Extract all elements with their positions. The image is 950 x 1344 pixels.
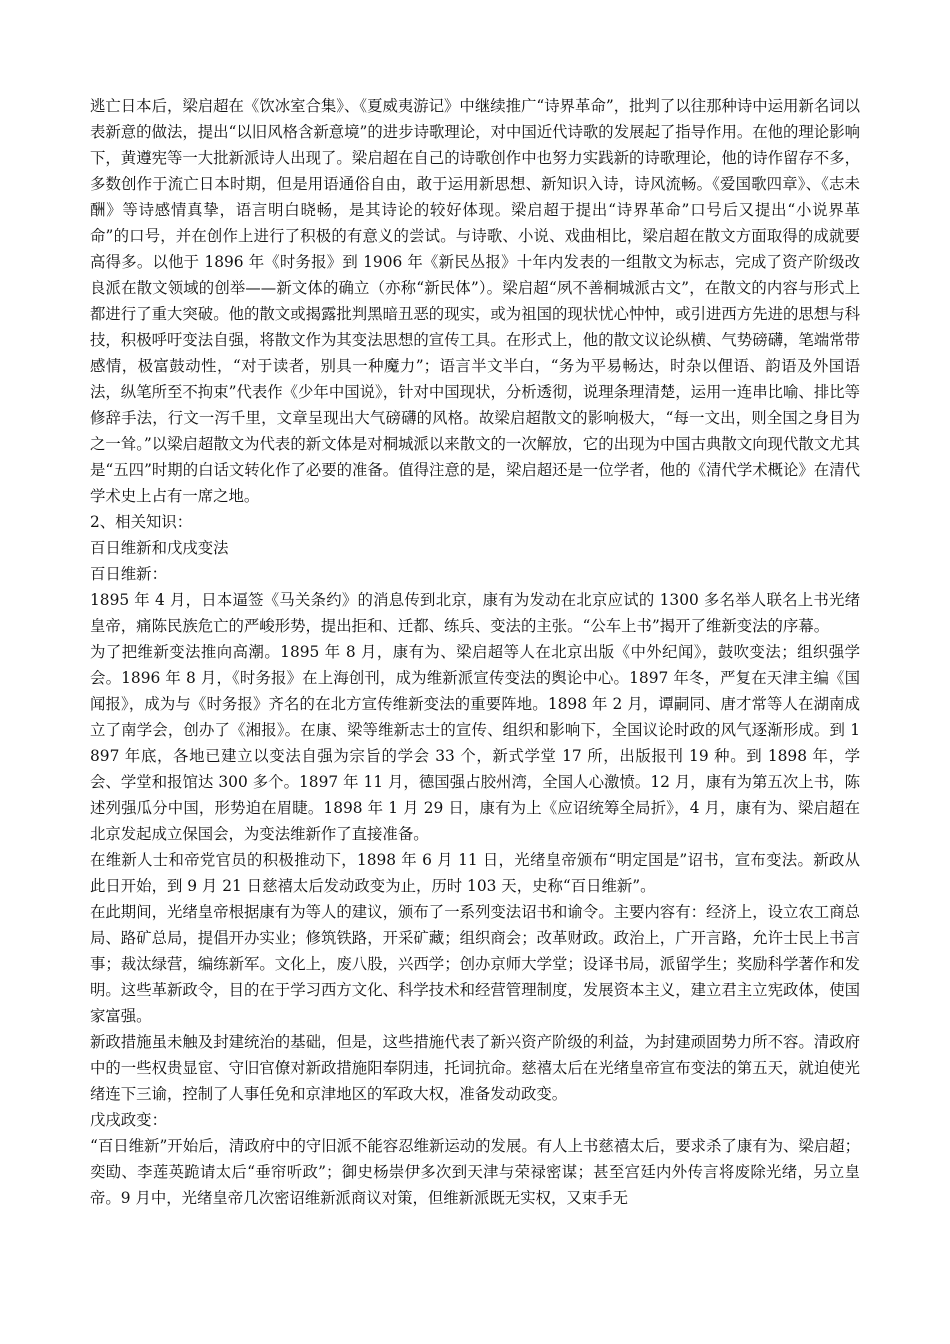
paragraph-liang-qichao-literature: 逃亡日本后，梁启超在《饮冰室合集》、《夏威夷游记》中继续推广“诗界革命”，批判了以往那种诗中运用新名词以表新意的做法，提出“以旧风格含新意境”的进步诗歌理论，对中国近代诗歌的发展起了指导作用。在他的理论影响下，黄遵宪等一大批新派诗人出现了。梁启超在自己的诗歌创作中也努力实践新的诗歌理论，他的诗作留存不多，多数创作于流亡日本时期，但是用语通俗自由，敢于运用新思想、新知识入诗，诗风流畅。《爱国歌四章》、《志未酬》等诗感情真挚，语言明白晓畅，是其诗论的较好体现。梁启超于提出“诗界革命”口号后又提出“小说界革命”的口号，并在创作上进行了积极的有意义的尝试。与诗歌、小说、戏曲相比，梁启超在散文方面取得的成就要高得多。以他于 1896 年《时务报》到 1906 年《新民丛报》十年内发表的一组散文为标志，完成了资产阶级改良派在散文领域的创举——新文体的确立（亦称“新民体”）。梁启超“夙不善桐城派古文”，在散文的内容与形式上都进行了重大突破。他的散文或揭露批判黑暗丑恶的现实，或为祖国的现状忧心忡忡，或引进西方先进的思想与科技，积极呼吁变法自强，将散文作为其变法思想的宣传工具。在形式上，他的散文议论纵横、气势磅礴，笔端常带感情，极富鼓动性，“对于读者，别具一种魔力”；语言半文半白，“务为平易畅达，时杂以俚语、韵语及外国语法，纵笔所至不拘束”代表作《少年中国说》，针对中国现状，分析透彻，说理条理清楚，运用一连串比喻、排比等修辞手法，行文一泻千里，文章呈现出大气磅礴的风格。故梁启超散文的影响极大，“每一文出，则全国之身目为之一耸。”以梁启超散文为代表的新文体是对桐城派以来散文的一次解放，它的出现为中国古典散文向现代散文尤其是“五四”时期的白话文转化作了必要的准备。值得注意的是，梁启超还是一位学者，他的《清代学术概论》在清代学术史上占有一席之地。 bbox=[90, 97, 860, 505]
paragraph-reform-contents: 在此期间，光绪皇帝根据康有为等人的建议，颁布了一系列变法诏书和谕令。主要内容有：经济上，设立农工商总局、路矿总局，提倡开办实业；修筑铁路，开采矿藏；组织商会；改革财政。政治上，广开言路，允许士民上书言事；裁汰绿营，编练新军。文化上，废八股，兴西学；创办京师大学堂；设译书局，派留学生；奖励科学著作和发明。这些革新政令，目的在于学习西方文化、科学技术和经营管理制度，发展资本主义，建立君主立宪政体，使国家富强。 bbox=[90, 903, 860, 1025]
paragraph-gongche-shangshu: 1895 年 4 月，日本逼签《马关条约》的消息传到北京，康有为发动在北京应试的 1300 多名举人联名上书光绪皇帝，痛陈民族危亡的严峻形势，提出拒和、迁都、练兵、变法的主张。“公车上书”揭开了维新变法的序幕。 bbox=[90, 591, 860, 635]
paragraph-coup-beginning: “百日维新”开始后，清政府中的守旧派不能容忍维新运动的发展。有人上书慈禧太后，要求杀了康有为、梁启超；奕劻、李莲英跪请太后“垂帘听政”；御史杨崇伊多次到天津与荣禄密谋；甚至宫廷内外传言将废除光绪，另立皇帝。9 月中，光绪皇帝几次密诏维新派商议对策，但维新派既无实权，又束手无 bbox=[90, 1137, 860, 1207]
paragraph-reform-decree: 在维新人士和帝党官员的积极推动下，1898 年 6 月 11 日，光绪皇帝颁布“明定国是”诏书，宣布变法。新政从此日开始，到 9 月 21 日慈禧太后发动政变为止，历时 103 天，史称“百日维新”。 bbox=[90, 851, 860, 895]
subheading-wuxu-coup: 戊戌政变： bbox=[90, 1111, 167, 1129]
paragraph-reform-opposition: 新政措施虽未触及封建统治的基础，但是，这些措施代表了新兴资产阶级的利益，为封建顽固势力所不容。清政府中的一些权贵显宦、守旧官僚对新政措施阳奉阴违，托词抗命。慈禧太后在光绪皇帝宣布变法的第五天，就迫使光绪连下三谕，控制了人事任免和京津地区的军政大权，准备发动政变。 bbox=[90, 1033, 860, 1103]
document-body bbox=[90, 93, 860, 1211]
section-heading-related-knowledge: 2、相关知识： bbox=[90, 513, 193, 531]
paragraph-reform-propaganda: 为了把维新变法推向高潮。1895 年 8 月，康有为、梁启超等人在北京出版《中外纪闻》，鼓吹变法；组织强学会。1896 年 8 月，《时务报》在上海创刊，成为维新派宣传变法的舆论中心。1897 年冬，严复在天津主编《国闻报》，成为与《时务报》齐名的在北方宣传维新变法的重要阵地。1898 年 2 月，谭嗣同、唐才常等人在湖南成立了南学会，创办了《湘报》。在康、梁等维新志士的宣传、组织和影响下，全国议论时政的风气逐渐形成。到 1897 年底，各地已建立以变法自强为宗旨的学会 33 个，新式学堂 17 所，出版报刊 19 种。到 1898 年，学会、学堂和报馆达 300 多个。1897 年 11 月，德国强占胶州湾，全国人心激愤。12 月，康有为第五次上书，陈述列强瓜分中国，形势迫在眉睫。1898 年 1 月 29 日，康有为上《应诏统筹全局折》，4 月，康有为、梁启超在北京发起成立保国会，为变法维新作了直接准备。 bbox=[90, 643, 860, 843]
topic-heading-reform: 百日维新和戊戌变法 bbox=[90, 539, 229, 557]
subheading-hundred-days-reform: 百日维新： bbox=[90, 565, 167, 583]
